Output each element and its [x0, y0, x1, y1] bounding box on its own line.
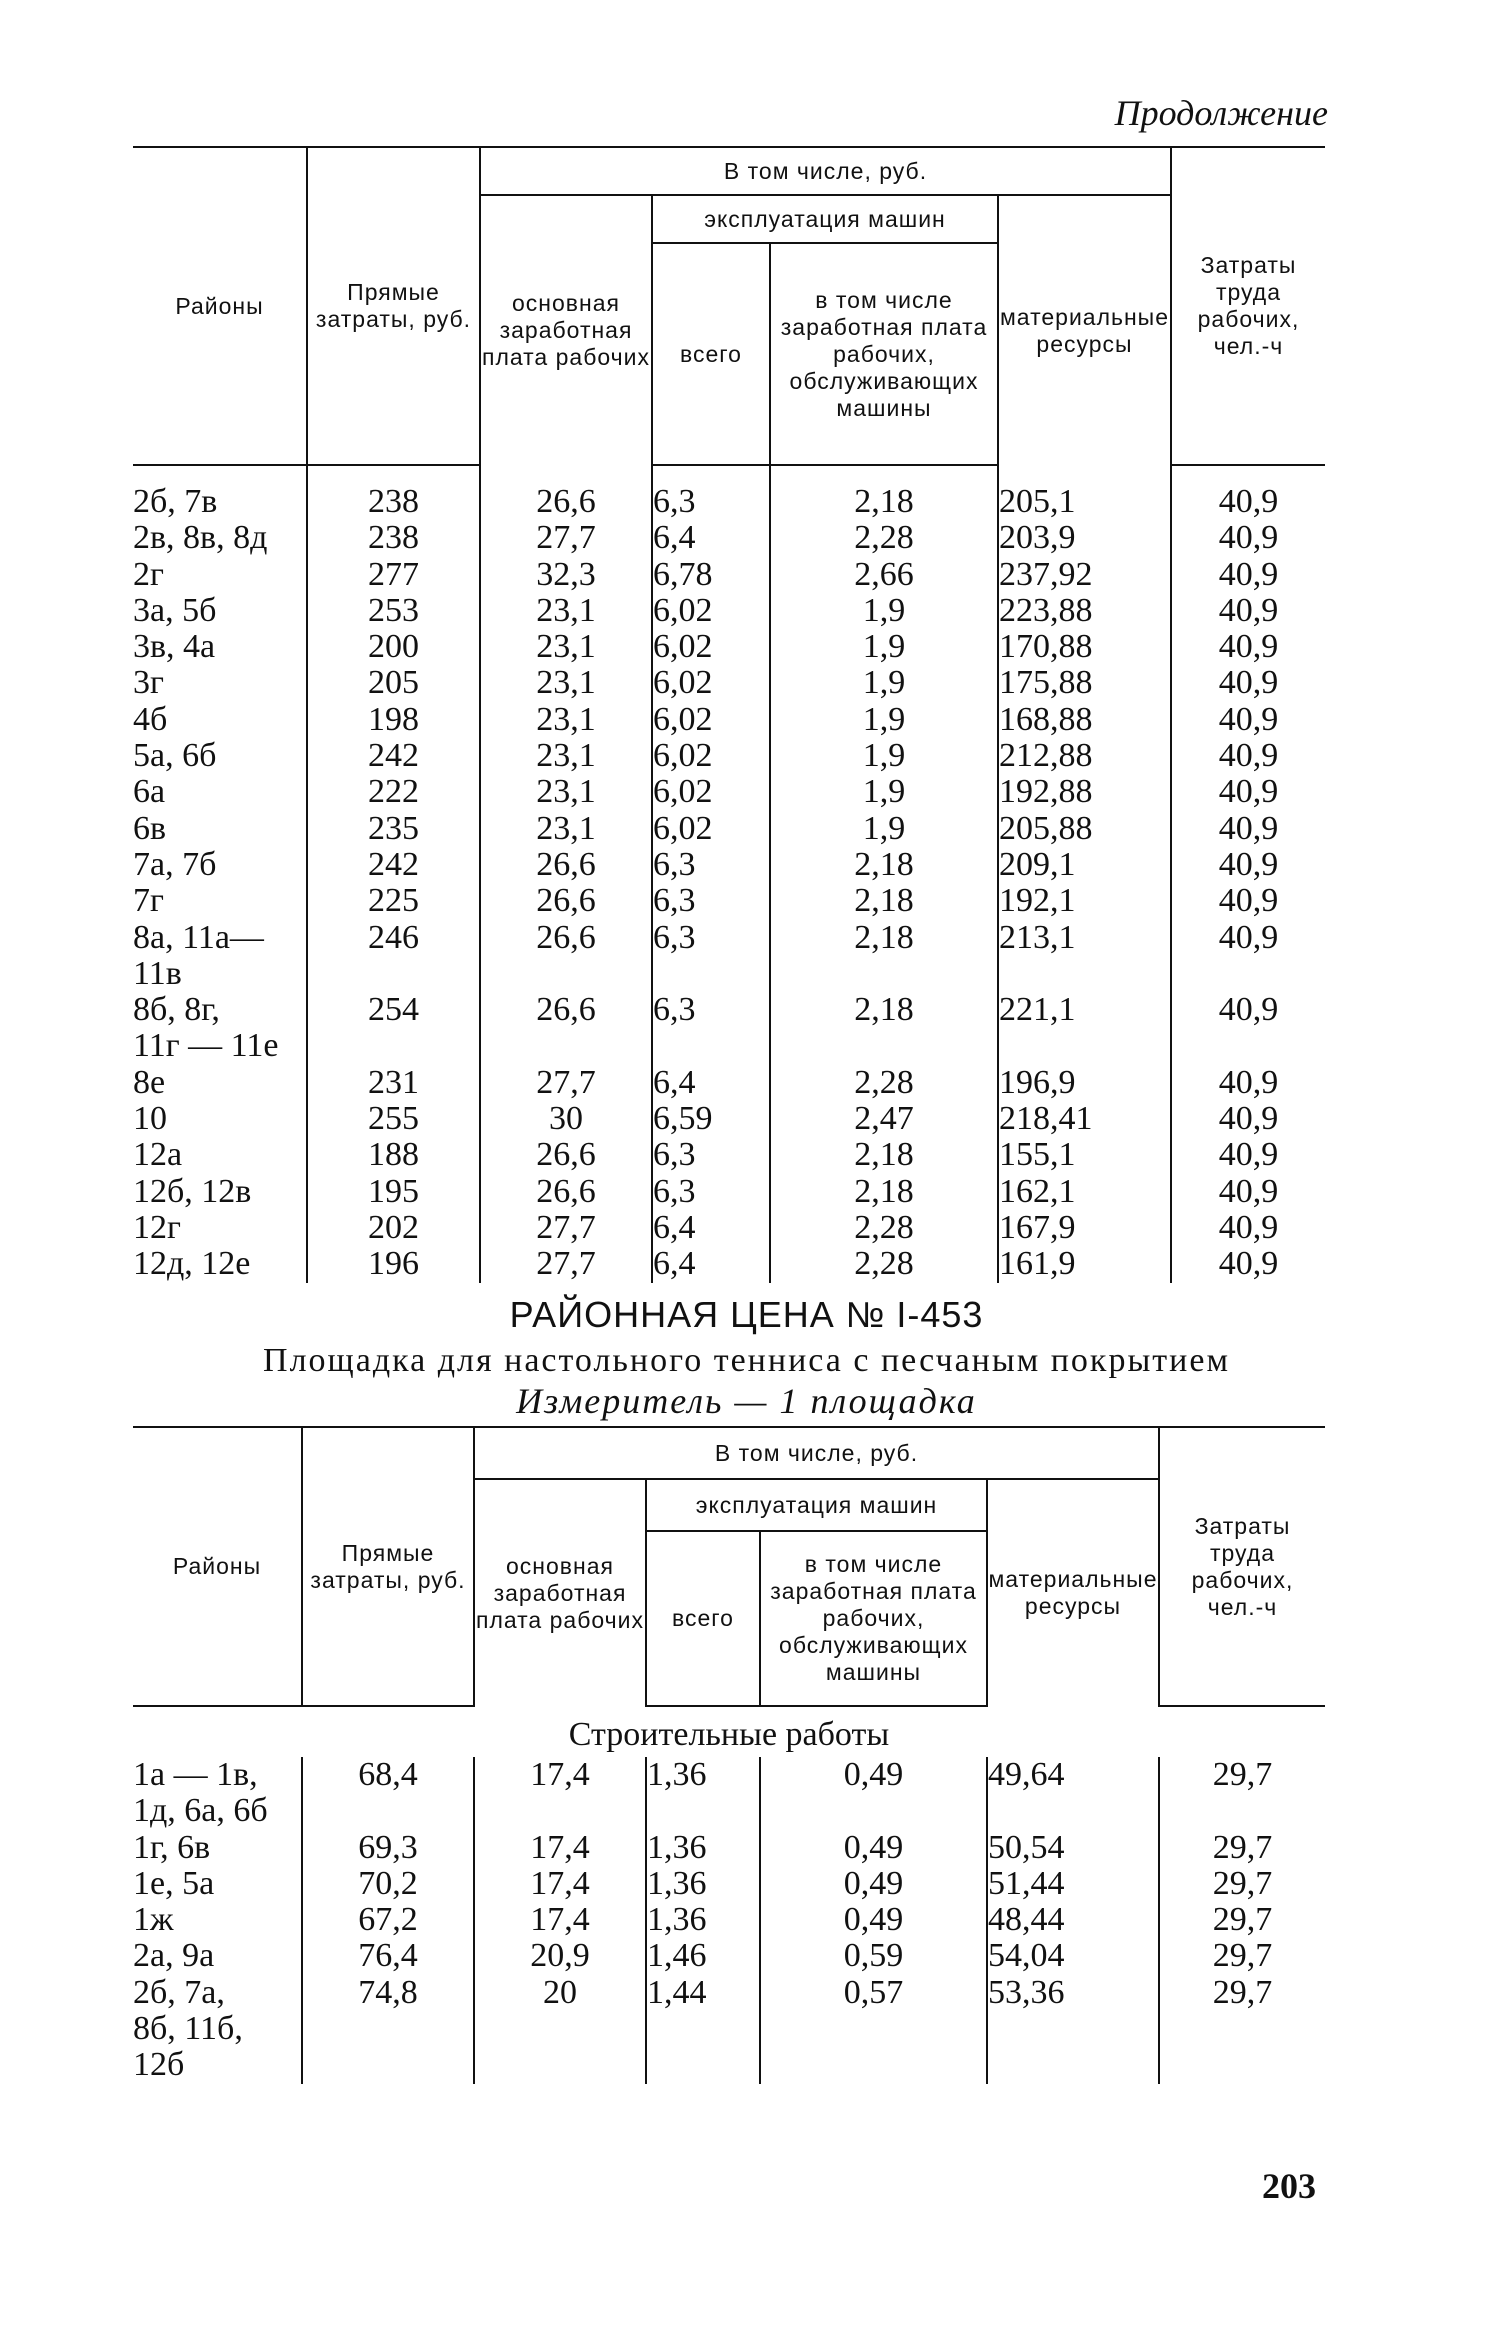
cell-machine-wage: 2,28: [770, 520, 998, 556]
section-row: [133, 1706, 1325, 1757]
cell-machine-total: [646, 2047, 760, 2083]
cell-machine-total: [646, 1793, 760, 1829]
cell-machine-wage: 2,66: [770, 557, 998, 593]
table-row: [133, 1065, 1325, 1101]
cell-materials: 53,36: [987, 1975, 1159, 2011]
cell-base-wage: 23,1: [480, 665, 652, 701]
cell-labor: 29,7: [1159, 1757, 1325, 1793]
col-in-total: В том числе, руб.: [474, 1427, 1159, 1479]
table-row: [133, 1246, 1325, 1282]
table-row: [133, 738, 1325, 774]
cell-base-wage: 32,3: [480, 557, 652, 593]
cell-region: 12а: [133, 1136, 183, 1174]
cell-machine-total: 6,4: [652, 520, 770, 556]
cell-machine-wage: 1,9: [770, 811, 998, 847]
cell-labor: 29,7: [1159, 1902, 1325, 1938]
table-row: [133, 883, 1325, 919]
table-row: [133, 702, 1325, 738]
cell-base-wage: 20,9: [474, 1938, 646, 1974]
cell-region: 2б, 7а,: [133, 1973, 225, 2011]
table-row: [133, 593, 1325, 629]
table-row: [133, 811, 1325, 847]
cell-materials: 50,54: [987, 1830, 1159, 1866]
cell-materials: 218,41: [998, 1101, 1171, 1137]
col-machine-wage: в том числе заработная плата рабочих, обслуживающих машины: [760, 1531, 987, 1706]
cell-region: 1а — 1в,: [133, 1756, 258, 1793]
cell-machine-wage: 0,57: [760, 1975, 987, 2011]
table-row: [133, 2047, 1325, 2083]
cell-direct-costs: 238: [307, 520, 480, 556]
cell-materials: 175,88: [998, 665, 1171, 701]
cell-direct-costs: 242: [307, 738, 480, 774]
cell-direct-costs: [302, 2011, 474, 2047]
cell-machine-total: 6,78: [652, 557, 770, 593]
cell-materials: 212,88: [998, 738, 1171, 774]
cell-machine-total: 1,36: [646, 1757, 760, 1793]
col-machine-operation: эксплуатация машин: [646, 1479, 987, 1531]
table-row: [133, 1028, 1325, 1064]
cell-labor: [1159, 2011, 1325, 2047]
cell-region: 11г — 11е: [133, 1027, 279, 1065]
cell-region: 8а, 11а—: [133, 918, 264, 956]
table-row: [133, 1975, 1325, 2011]
cell-machine-wage: [760, 2047, 987, 2083]
table-row: [133, 1757, 1325, 1793]
table-row: [133, 629, 1325, 665]
cell-labor: 40,9: [1171, 883, 1325, 919]
cell-labor: 40,9: [1171, 847, 1325, 883]
col-machine-total: всего: [646, 1531, 760, 1706]
cell-machine-total: 6,3: [652, 1137, 770, 1173]
cell-labor: 40,9: [1171, 1065, 1325, 1101]
cell-materials: 51,44: [987, 1866, 1159, 1902]
cell-materials: 213,1: [998, 920, 1171, 956]
cell-machine-wage: 0,59: [760, 1938, 987, 1974]
cell-direct-costs: 202: [307, 1210, 480, 1246]
cell-machine-total: 1,46: [646, 1938, 760, 1974]
cell-labor: 40,9: [1171, 1101, 1325, 1137]
cell-labor: 40,9: [1171, 557, 1325, 593]
cell-labor: 40,9: [1171, 520, 1325, 556]
cell-region: 8б, 11б,: [133, 2010, 243, 2048]
cell-base-wage: 23,1: [480, 774, 652, 810]
col-in-total: В том числе, руб.: [480, 147, 1171, 195]
cell-base-wage: 23,1: [480, 738, 652, 774]
cell-base-wage: 30: [480, 1101, 652, 1137]
cell-machine-total: 6,3: [652, 883, 770, 919]
cell-machine-wage: 2,18: [770, 920, 998, 956]
cell-base-wage: 17,4: [474, 1902, 646, 1938]
cell-machine-wage: 2,28: [770, 1210, 998, 1246]
cell-materials: 155,1: [998, 1137, 1171, 1173]
cell-machine-wage: 0,49: [760, 1902, 987, 1938]
cell-materials: 167,9: [998, 1210, 1171, 1246]
cell-machine-total: 6,3: [652, 992, 770, 1028]
col-materials: материальные ресурсы: [998, 195, 1171, 465]
cell-base-wage: 26,6: [480, 847, 652, 883]
cell-materials: 221,1: [998, 992, 1171, 1028]
cell-direct-costs: 196: [307, 1246, 480, 1282]
cell-labor: 40,9: [1171, 920, 1325, 956]
cell-materials: 170,88: [998, 629, 1171, 665]
cell-labor: 40,9: [1171, 1137, 1325, 1173]
meter-label: Измеритель — 1 площадка: [516, 1381, 977, 1421]
cell-region: 6в: [133, 809, 167, 847]
table-row: [133, 1866, 1325, 1902]
cell-machine-total: 6,02: [652, 593, 770, 629]
cell-region: 2а, 9а: [133, 1937, 215, 1975]
cell-materials: 192,1: [998, 883, 1171, 919]
table-row: [133, 1210, 1325, 1246]
cell-region: 4б: [133, 700, 168, 738]
cell-labor: 40,9: [1171, 774, 1325, 810]
cell-direct-costs: 255: [307, 1101, 480, 1137]
table-row: [133, 557, 1325, 593]
cell-machine-wage: 1,9: [770, 738, 998, 774]
price-title: РАЙОННАЯ ЦЕНА № I-453: [509, 1294, 984, 1335]
cell-machine-wage: [760, 1793, 987, 1829]
cell-machine-wage: 0,49: [760, 1830, 987, 1866]
cell-materials: [987, 1793, 1159, 1829]
cell-materials: [998, 1028, 1171, 1064]
col-labor: Затраты труда рабочих, чел.-ч: [1159, 1427, 1325, 1706]
cell-direct-costs: [302, 1793, 474, 1829]
cell-region: 8б, 8г,: [133, 991, 220, 1029]
cell-machine-total: 1,36: [646, 1830, 760, 1866]
cell-labor: [1171, 1028, 1325, 1064]
cell-direct-costs: [307, 1028, 480, 1064]
cell-machine-total: [646, 2011, 760, 2047]
table-row: [133, 847, 1325, 883]
cell-direct-costs: 254: [307, 992, 480, 1028]
cell-materials: 192,88: [998, 774, 1171, 810]
cell-direct-costs: 277: [307, 557, 480, 593]
table-row: [133, 2011, 1325, 2047]
cell-direct-costs: 76,4: [302, 1938, 474, 1974]
cell-labor: 40,9: [1171, 484, 1325, 520]
cell-base-wage: 26,6: [480, 1137, 652, 1173]
cell-region: 1ж: [133, 1901, 174, 1939]
cell-machine-total: 6,3: [652, 847, 770, 883]
cell-direct-costs: 205: [307, 665, 480, 701]
cell-materials: [987, 2047, 1159, 2083]
cell-direct-costs: 235: [307, 811, 480, 847]
cell-machine-wage: 2,28: [770, 1246, 998, 1282]
cell-machine-wage: 2,47: [770, 1101, 998, 1137]
cell-region: 1г, 6в: [133, 1828, 211, 1866]
cell-labor: 40,9: [1171, 1210, 1325, 1246]
cell-base-wage: 17,4: [474, 1866, 646, 1902]
cell-base-wage: [474, 2011, 646, 2047]
cell-direct-costs: 67,2: [302, 1902, 474, 1938]
cell-region: 1е, 5а: [133, 1864, 215, 1902]
cell-materials: [998, 956, 1171, 992]
cell-direct-costs: 188: [307, 1137, 480, 1173]
page-number: 203: [1262, 2166, 1316, 2206]
cell-machine-wage: 2,18: [770, 883, 998, 919]
table-row: [133, 484, 1325, 520]
cell-machine-wage: 2,18: [770, 847, 998, 883]
table-row: [133, 1938, 1325, 1974]
cell-labor: 40,9: [1171, 738, 1325, 774]
cell-direct-costs: 242: [307, 847, 480, 883]
col-machine-total: всего: [652, 243, 770, 465]
cell-base-wage: 27,7: [480, 1246, 652, 1282]
col-base-wage: основная заработная плата рабочих: [474, 1479, 646, 1706]
cell-labor: 29,7: [1159, 1975, 1325, 2011]
cell-base-wage: 26,6: [480, 484, 652, 520]
cell-materials: 203,9: [998, 520, 1171, 556]
cell-labor: 29,7: [1159, 1830, 1325, 1866]
table-row: [133, 956, 1325, 992]
cell-machine-wage: 2,18: [770, 992, 998, 1028]
cell-region: 5а, 6б: [133, 737, 217, 775]
cell-region: 12г: [133, 1208, 181, 1246]
table-row: [133, 992, 1325, 1028]
cell-base-wage: [474, 1793, 646, 1829]
cell-region: 12б, 12в: [133, 1172, 252, 1210]
cell-base-wage: [474, 2047, 646, 2083]
cell-machine-total: 6,02: [652, 811, 770, 847]
cell-machine-wage: [770, 1028, 998, 1064]
cell-machine-total: 6,02: [652, 774, 770, 810]
cell-direct-costs: 198: [307, 702, 480, 738]
col-base-wage: основная заработная плата рабочих: [480, 195, 652, 465]
cell-machine-total: 6,3: [652, 920, 770, 956]
cell-labor: 29,7: [1159, 1938, 1325, 1974]
cell-machine-total: 6,4: [652, 1246, 770, 1282]
cell-machine-wage: 2,18: [770, 1174, 998, 1210]
cell-machine-wage: [760, 2011, 987, 2047]
price-table-1: [133, 146, 1325, 1283]
cell-direct-costs: 69,3: [302, 1830, 474, 1866]
cell-machine-wage: 2,18: [770, 484, 998, 520]
cell-machine-wage: 1,9: [770, 593, 998, 629]
cell-direct-costs: 222: [307, 774, 480, 810]
table-row: [133, 774, 1325, 810]
table-row: [133, 1174, 1325, 1210]
cell-base-wage: 26,6: [480, 920, 652, 956]
cell-machine-wage: 1,9: [770, 629, 998, 665]
cell-materials: 168,88: [998, 702, 1171, 738]
cell-region: 7г: [133, 882, 164, 920]
cell-machine-total: [652, 956, 770, 992]
cell-direct-costs: 68,4: [302, 1757, 474, 1793]
cell-region: 12б: [133, 2046, 185, 2084]
price-table-2: [133, 1426, 1325, 2084]
cell-base-wage: 23,1: [480, 702, 652, 738]
cell-materials: 237,92: [998, 557, 1171, 593]
cell-region: 2г: [133, 555, 164, 593]
cell-machine-total: 6,02: [652, 665, 770, 701]
cell-materials: 205,88: [998, 811, 1171, 847]
cell-materials: [987, 2011, 1159, 2047]
cell-machine-total: 6,3: [652, 1174, 770, 1210]
cell-base-wage: 26,6: [480, 1174, 652, 1210]
cell-machine-wage: 1,9: [770, 774, 998, 810]
cell-direct-costs: 200: [307, 629, 480, 665]
col-materials: материальные ресурсы: [987, 1479, 1159, 1706]
cell-direct-costs: [302, 2047, 474, 2083]
cell-machine-total: 6,02: [652, 738, 770, 774]
cell-materials: 48,44: [987, 1902, 1159, 1938]
cell-machine-wage: 1,9: [770, 702, 998, 738]
cell-machine-total: [652, 1028, 770, 1064]
cell-base-wage: 17,4: [474, 1757, 646, 1793]
cell-base-wage: 26,6: [480, 992, 652, 1028]
cell-base-wage: 27,7: [480, 1065, 652, 1101]
cell-labor: 29,7: [1159, 1866, 1325, 1902]
cell-machine-total: 6,02: [652, 702, 770, 738]
col-regions: Районы: [133, 147, 307, 465]
cell-labor: 40,9: [1171, 1174, 1325, 1210]
cell-labor: [1159, 2047, 1325, 2083]
cell-region: 8е: [133, 1063, 166, 1101]
cell-materials: 161,9: [998, 1246, 1171, 1282]
cell-base-wage: 27,7: [480, 1210, 652, 1246]
cell-direct-costs: 74,8: [302, 1975, 474, 2011]
cell-materials: 196,9: [998, 1065, 1171, 1101]
cell-labor: 40,9: [1171, 629, 1325, 665]
table-row: [133, 920, 1325, 956]
cell-region: 7а, 7б: [133, 845, 217, 883]
cell-region: 2б, 7в: [133, 483, 218, 520]
cell-labor: 40,9: [1171, 1246, 1325, 1282]
cell-direct-costs: 246: [307, 920, 480, 956]
cell-labor: 40,9: [1171, 992, 1325, 1028]
cell-machine-total: 6,59: [652, 1101, 770, 1137]
cell-base-wage: [480, 956, 652, 992]
continuation-label: Продолжение: [1114, 93, 1328, 133]
section-label: Строительные работы: [568, 1716, 890, 1753]
cell-machine-total: 6,02: [652, 629, 770, 665]
cell-base-wage: 17,4: [474, 1830, 646, 1866]
cell-machine-wage: 2,18: [770, 1137, 998, 1173]
cell-region: 12д, 12е: [133, 1245, 251, 1283]
table-row: [133, 1793, 1325, 1829]
table-row: [133, 1830, 1325, 1866]
cell-machine-total: 1,36: [646, 1902, 760, 1938]
cell-labor: 40,9: [1171, 665, 1325, 701]
cell-labor: 40,9: [1171, 702, 1325, 738]
cell-region: 1д, 6а, 6б: [133, 1792, 268, 1830]
cell-region: 2в, 8в, 8д: [133, 519, 268, 557]
cell-base-wage: [480, 1028, 652, 1064]
cell-region: 3а, 5б: [133, 591, 217, 629]
cell-machine-wage: [770, 956, 998, 992]
col-direct-costs: Прямые затраты, руб.: [307, 147, 480, 465]
table-row: [133, 520, 1325, 556]
cell-machine-wage: 2,28: [770, 1065, 998, 1101]
cell-machine-total: 6,3: [652, 484, 770, 520]
col-direct-costs: Прямые затраты, руб.: [302, 1427, 474, 1706]
cell-machine-wage: 0,49: [760, 1866, 987, 1902]
cell-region: 11в: [133, 954, 182, 992]
cell-materials: 54,04: [987, 1938, 1159, 1974]
price-subtitle: Площадка для настольного тенниса с песчаным покрытием: [263, 1342, 1230, 1379]
cell-machine-total: 1,36: [646, 1866, 760, 1902]
cell-base-wage: 26,6: [480, 883, 652, 919]
col-labor: Затраты труда рабочих, чел.-ч: [1171, 147, 1325, 465]
table-row: [133, 1902, 1325, 1938]
cell-region: 10: [133, 1100, 167, 1138]
cell-direct-costs: 70,2: [302, 1866, 474, 1902]
cell-materials: 223,88: [998, 593, 1171, 629]
cell-base-wage: 23,1: [480, 811, 652, 847]
cell-direct-costs: 225: [307, 883, 480, 919]
cell-materials: 209,1: [998, 847, 1171, 883]
col-machine-operation: эксплуатация машин: [652, 195, 998, 243]
table-row: [133, 1101, 1325, 1137]
cell-region: 3г: [133, 664, 164, 702]
cell-labor: [1171, 956, 1325, 992]
cell-materials: 205,1: [998, 484, 1171, 520]
cell-base-wage: 23,1: [480, 593, 652, 629]
cell-base-wage: 27,7: [480, 520, 652, 556]
cell-direct-costs: 253: [307, 593, 480, 629]
cell-machine-total: 6,4: [652, 1065, 770, 1101]
col-regions: Районы: [133, 1427, 302, 1706]
cell-materials: 49,64: [987, 1757, 1159, 1793]
cell-labor: 40,9: [1171, 811, 1325, 847]
cell-base-wage: 20: [474, 1975, 646, 2011]
cell-labor: 40,9: [1171, 593, 1325, 629]
cell-machine-wage: 0,49: [760, 1757, 987, 1793]
cell-machine-wage: 1,9: [770, 665, 998, 701]
cell-region: 3в, 4а: [133, 628, 216, 666]
cell-direct-costs: [307, 956, 480, 992]
table-row: [133, 1137, 1325, 1173]
cell-direct-costs: 238: [307, 484, 480, 520]
cell-base-wage: 23,1: [480, 629, 652, 665]
cell-machine-total: 6,4: [652, 1210, 770, 1246]
cell-labor: [1159, 1793, 1325, 1829]
cell-materials: 162,1: [998, 1174, 1171, 1210]
col-machine-wage: в том числе заработная плата рабочих, обслуживающих машины: [770, 243, 998, 465]
cell-direct-costs: 231: [307, 1065, 480, 1101]
cell-machine-total: 1,44: [646, 1975, 760, 2011]
cell-direct-costs: 195: [307, 1174, 480, 1210]
cell-region: 6а: [133, 773, 166, 811]
table-row: [133, 665, 1325, 701]
